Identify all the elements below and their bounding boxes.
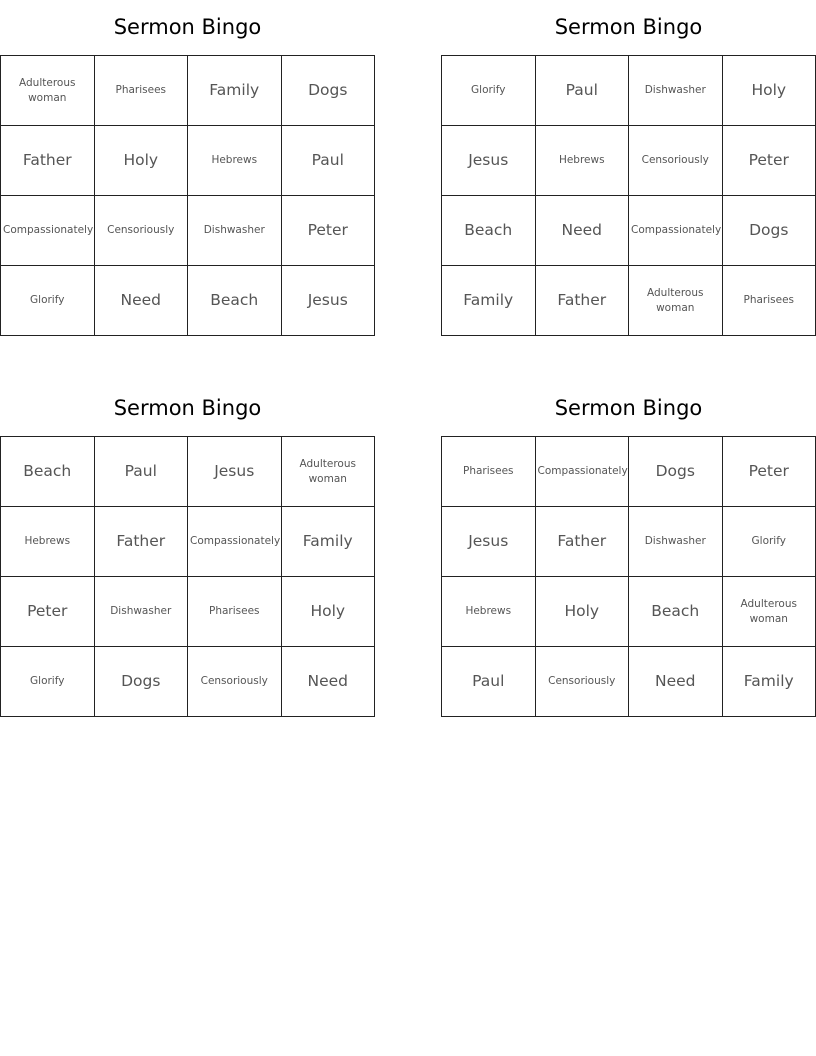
grid-row: [442, 507, 816, 577]
bingo-cell: Father: [535, 507, 629, 577]
bingo-cell: Father: [94, 507, 188, 577]
bingo-cell: Dogs: [281, 56, 375, 126]
bingo-cell: Glorify: [1, 266, 95, 336]
bingo-cell: Dishwasher: [188, 196, 282, 266]
bingo-cell: Compassionately: [188, 507, 282, 577]
bingo-cell: Hebrews: [1, 507, 95, 577]
grid-row: [442, 647, 816, 717]
bingo-cell: Holy: [722, 56, 816, 126]
bingo-cell: Adulterous woman: [281, 437, 375, 507]
grid-row: [1, 126, 375, 196]
bingo-cell: Paul: [94, 437, 188, 507]
bingo-cell: Pharisees: [442, 437, 536, 507]
bingo-cell: Compassionately: [629, 196, 723, 266]
bingo-cell: Holy: [281, 577, 375, 647]
bingo-cell: Dogs: [629, 437, 723, 507]
bingo-cell: Glorify: [1, 647, 95, 717]
bingo-cell: Family: [442, 266, 536, 336]
bingo-cell: Family: [281, 507, 375, 577]
bingo-cell: Adulterous woman: [629, 266, 723, 336]
bingo-cell: Paul: [535, 56, 629, 126]
bingo-cell: Jesus: [188, 437, 282, 507]
bingo-cell: Beach: [442, 196, 536, 266]
grid-row: [442, 437, 816, 507]
grid-row: [442, 56, 816, 126]
bingo-cell: Pharisees: [188, 577, 282, 647]
bingo-cell: Holy: [535, 577, 629, 647]
bingo-grid: [0, 55, 375, 336]
bingo-cell: Glorify: [442, 56, 536, 126]
bingo-cell: Dishwasher: [629, 56, 723, 126]
bingo-cell: Jesus: [442, 126, 536, 196]
grid-row: [442, 266, 816, 336]
bingo-cell: Father: [535, 266, 629, 336]
bingo-cell: Peter: [281, 196, 375, 266]
bingo-cell: Paul: [281, 126, 375, 196]
bingo-cell: Paul: [442, 647, 536, 717]
bingo-cell: Censoriously: [629, 126, 723, 196]
bingo-cell: Dogs: [94, 647, 188, 717]
card-title: Sermon Bingo: [554, 15, 703, 39]
bingo-cell: Jesus: [442, 507, 536, 577]
grid-row: [442, 196, 816, 266]
card-title: Sermon Bingo: [113, 396, 262, 420]
bingo-cell: Beach: [188, 266, 282, 336]
bingo-cell: Adulterous woman: [1, 56, 95, 126]
bingo-cell: Father: [1, 126, 95, 196]
grid-row: [1, 266, 375, 336]
bingo-cell: Pharisees: [722, 266, 816, 336]
bingo-cell: Peter: [722, 437, 816, 507]
bingo-cell: Hebrews: [188, 126, 282, 196]
bingo-cell: Glorify: [722, 507, 816, 577]
grid-row: [1, 196, 375, 266]
bingo-cell: Holy: [94, 126, 188, 196]
bingo-cell: Family: [722, 647, 816, 717]
bingo-cell: Beach: [629, 577, 723, 647]
bingo-cell: Hebrews: [535, 126, 629, 196]
bingo-cell: Dishwasher: [629, 507, 723, 577]
bingo-cell: Pharisees: [94, 56, 188, 126]
grid-row: [1, 577, 375, 647]
bingo-cell: Censoriously: [94, 196, 188, 266]
bingo-cell: Need: [94, 266, 188, 336]
bingo-cell: Dogs: [722, 196, 816, 266]
grid-row: [1, 437, 375, 507]
bingo-cell: Beach: [1, 437, 95, 507]
bingo-cell: Need: [281, 647, 375, 717]
bingo-cell: Peter: [722, 126, 816, 196]
bingo-cell: Adulterous woman: [722, 577, 816, 647]
bingo-cell: Need: [535, 196, 629, 266]
bingo-cell: Compassionately: [1, 196, 95, 266]
card-title: Sermon Bingo: [113, 15, 262, 39]
grid-row: [1, 507, 375, 577]
grid-row: [1, 56, 375, 126]
bingo-cell: Hebrews: [442, 577, 536, 647]
bingo-grid: [441, 436, 816, 717]
bingo-cell: Censoriously: [535, 647, 629, 717]
bingo-grid: [0, 436, 375, 717]
bingo-cell: Compassionately: [535, 437, 629, 507]
card-title: Sermon Bingo: [554, 396, 703, 420]
bingo-cell: Censoriously: [188, 647, 282, 717]
grid-row: [442, 577, 816, 647]
grid-row: [1, 647, 375, 717]
bingo-grid: [441, 55, 816, 336]
bingo-cell: Dishwasher: [94, 577, 188, 647]
bingo-cell: Family: [188, 56, 282, 126]
bingo-cell: Need: [629, 647, 723, 717]
bingo-cell: Jesus: [281, 266, 375, 336]
grid-row: [442, 126, 816, 196]
bingo-cell: Peter: [1, 577, 95, 647]
